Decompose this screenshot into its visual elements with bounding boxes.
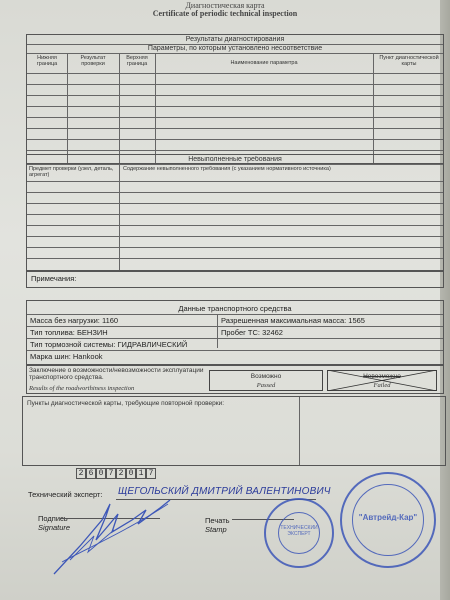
signature-label-ru: Подпись [38,514,68,523]
col-card-point: Пункт диагностической карты [379,55,439,67]
failed-label-en: Failed [373,382,391,389]
date-digit: 2 [76,468,86,479]
document-title-en: Certificate of periodic technical inspection [152,9,298,18]
date-digit: 6 [86,468,96,479]
failed-label-ru: Невозможно [363,373,401,380]
expert-label: Технический эксперт: [28,490,103,499]
params-title: Параметры, по которым установлено несоответствие [147,45,323,52]
results-title: Результаты диагностирования [185,36,285,43]
unmet-col-subject: Предмет проверки (узел, деталь, агрегат) [29,166,114,178]
date-digit: 2 [116,468,126,479]
handwritten-signature [48,490,188,580]
date-digit: 0 [126,468,136,479]
results-table [26,34,444,164]
expert-stamp-text: ТЕХНИЧЕСКИЙ ЭКСПЕРТ [280,525,318,537]
mass-max: Разрешенная максимальная масса: 1565 [221,316,365,325]
company-stamp [340,472,436,568]
repeat-check-label: Пункты диагностической карты, требующие повторной проверки: [27,400,225,407]
col-lower-bound: Нижняя граница [36,55,58,67]
passed-label-ru: Возможно [250,373,282,380]
date-digit: 7 [146,468,156,479]
unmet-requirements-table [26,154,444,272]
passed-box [209,370,323,391]
date-field [76,468,158,479]
vehicle-title: Данные транспортного средства [178,304,292,313]
conclusion-box [26,364,444,394]
conclusion-label-ru: Заключение о возможности/невозможности эксплуатации транспортного средства. [29,367,204,381]
failed-box [327,370,437,391]
stamp-label-ru: Печать [205,516,230,525]
notes-label: Примечания: [31,274,77,283]
col-param-name: Наименование параметра [230,60,298,66]
date-digit: 1 [136,468,146,479]
col-upper-bound: Верхняя граница [126,55,148,67]
unmet-col-content: Содержание невыполненного требования (с указанием нормативного источника) [123,166,331,172]
document-title-ru: Диагностическая карта [185,1,265,10]
brake-type: Тип тормозной системы: ГИДРАВЛИЧЕСКИЙ [30,340,188,349]
stamp-label-en: Stamp [205,525,227,534]
mileage: Пробег ТС: 32462 [221,328,283,337]
vehicle-data-table [26,300,444,366]
passed-label-en: Passed [256,382,276,389]
expert-name: ЩЕГОЛЬСКИЙ ДМИТРИЙ ВАЛЕНТИНОВИЧ [118,486,331,497]
notes-box [26,270,444,288]
date-digit: 7 [106,468,116,479]
repeat-check-box [22,396,446,466]
expert-stamp [264,498,334,568]
tire-brand: Марка шин: Hankook [30,352,103,361]
col-check-result: Результат проверки [80,55,106,67]
fuel-type: Тип топлива: БЕНЗИН [30,328,108,337]
company-stamp-name: "Автрейд-Кар" [358,514,418,521]
signature-label-en: Signature [38,523,71,532]
mass-empty: Масса без нагрузки: 1160 [30,316,119,325]
failed-cross-mark [327,370,437,391]
date-digit: 0 [96,468,106,479]
conclusion-label-en: Results of the roadworthiness inspection [29,385,135,392]
unmet-title: Невыполненные требования [188,156,282,163]
